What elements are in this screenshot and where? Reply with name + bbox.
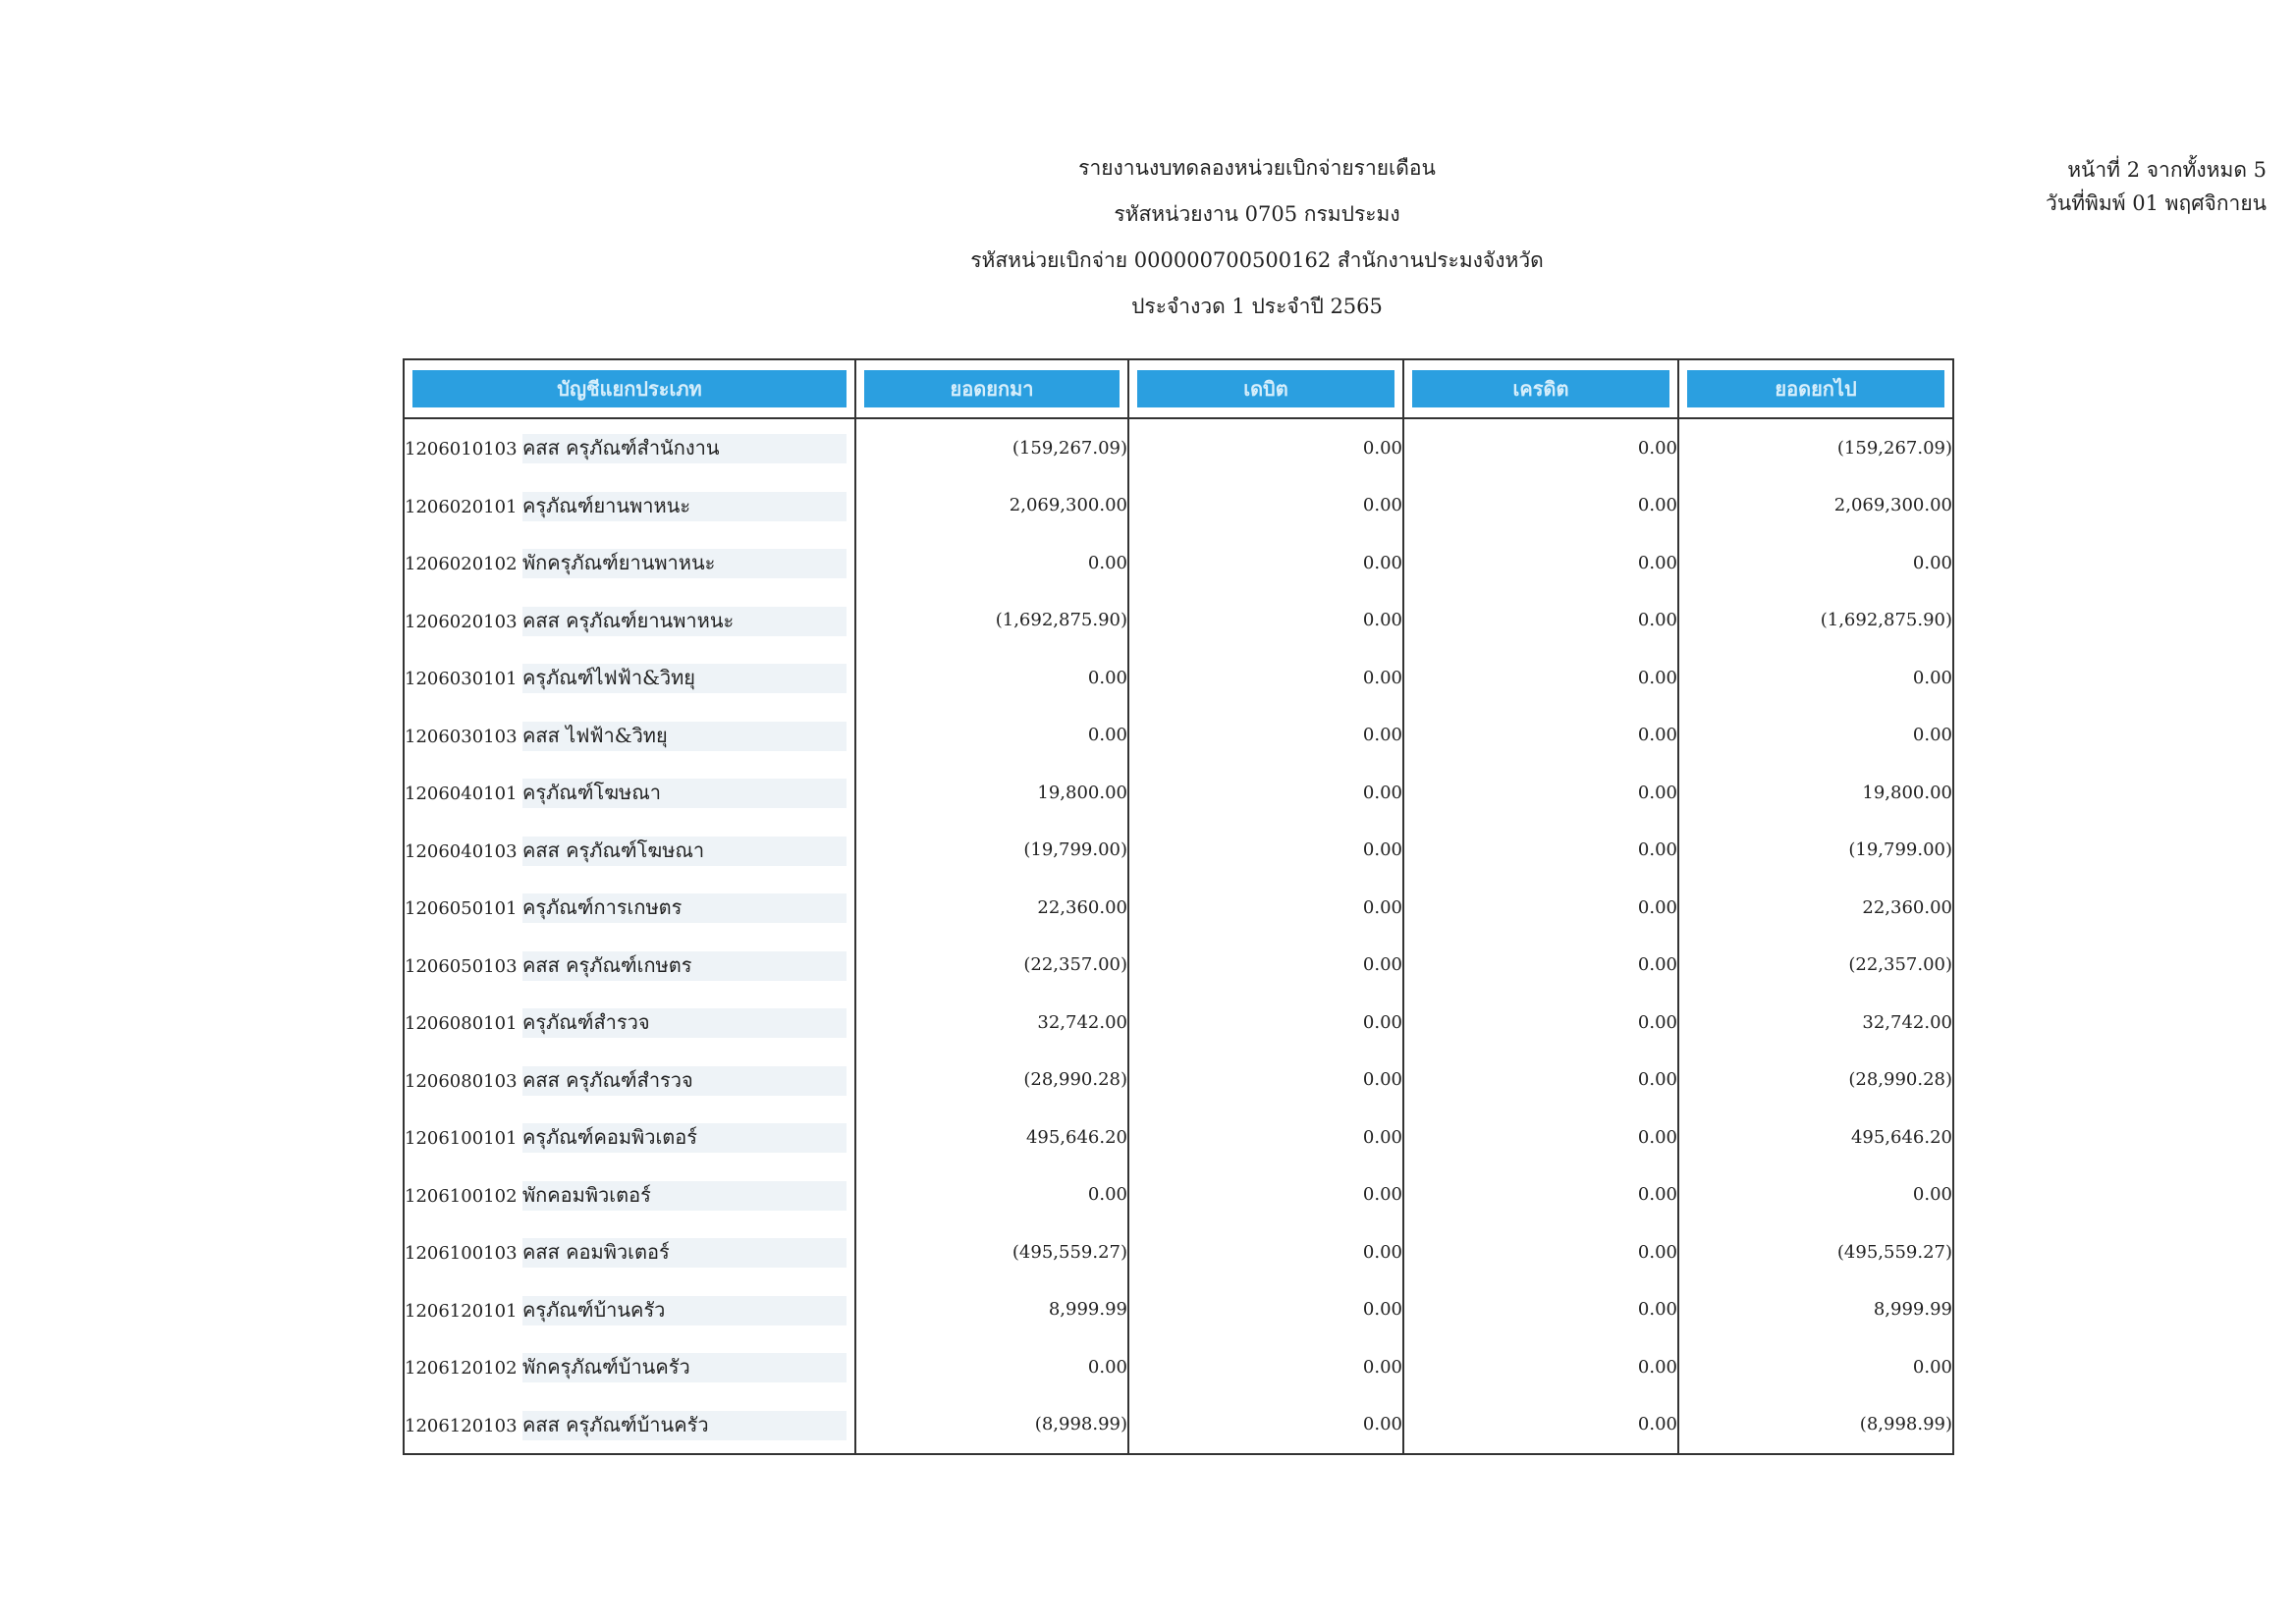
debit-value: 0.00 — [1128, 477, 1403, 535]
account-name: คสส ครุภัณฑ์บ้านครัว — [522, 1412, 709, 1436]
account-code: 1206040101 — [405, 784, 518, 805]
brought-forward-value: (19,799.00) — [855, 822, 1128, 880]
debit-value: 0.00 — [1128, 1166, 1403, 1224]
carried-forward-value: (19,799.00) — [1678, 822, 1953, 880]
account-name: พักครุภัณฑ์บ้านครัว — [522, 1355, 690, 1380]
brought-forward-value: (28,990.28) — [855, 1052, 1128, 1109]
account-name: คสส ไฟฟ้า&วิทยุ — [522, 723, 668, 747]
carried-forward-value: 0.00 — [1678, 649, 1953, 707]
credit-value: 0.00 — [1403, 1338, 1678, 1396]
table-header-row — [404, 359, 1953, 418]
debit-value: 0.00 — [1128, 1396, 1403, 1455]
carried-forward-value: 22,360.00 — [1678, 879, 1953, 937]
account-cell — [404, 1338, 855, 1396]
table-row — [404, 879, 1953, 937]
account-name: ครุภัณฑ์บ้านครัว — [522, 1297, 666, 1322]
account-code: 1206080103 — [405, 1070, 518, 1092]
account-code: 1206030103 — [405, 726, 518, 747]
account-code: 1206030101 — [405, 669, 518, 690]
credit-value: 0.00 — [1403, 1396, 1678, 1455]
table-row — [404, 534, 1953, 592]
carried-forward-value: 0.00 — [1678, 1338, 1953, 1396]
debit-value: 0.00 — [1128, 1052, 1403, 1109]
debit-value: 0.00 — [1128, 937, 1403, 995]
debit-value: 0.00 — [1128, 707, 1403, 765]
brought-forward-value: 2,069,300.00 — [855, 477, 1128, 535]
page-info — [2011, 153, 2267, 220]
debit-value: 0.00 — [1128, 1109, 1403, 1166]
table-row — [404, 707, 1953, 765]
account-name: คสส คอมพิวเตอร์ — [522, 1240, 670, 1265]
account-code: 1206040103 — [405, 840, 518, 862]
header-credit — [1403, 359, 1678, 418]
account-cell — [404, 764, 855, 822]
carried-forward-value: (28,990.28) — [1678, 1052, 1953, 1109]
debit-value: 0.00 — [1128, 1223, 1403, 1281]
debit-value: 0.00 — [1128, 418, 1403, 477]
account-code: 1206020103 — [405, 611, 518, 632]
debit-value: 0.00 — [1128, 592, 1403, 650]
credit-value: 0.00 — [1403, 534, 1678, 592]
report-header — [884, 145, 1630, 330]
credit-value: 0.00 — [1403, 707, 1678, 765]
account-name: ครุภัณฑ์คอมพิวเตอร์ — [522, 1125, 698, 1150]
credit-value: 0.00 — [1403, 1166, 1678, 1224]
header-brought-forward — [855, 359, 1128, 418]
header-brought-forward-label: ยอดยกมา — [864, 370, 1120, 407]
header-carried-forward — [1678, 359, 1953, 418]
carried-forward-value: 32,742.00 — [1678, 994, 1953, 1052]
account-cell — [404, 1052, 855, 1109]
account-code: 1206010103 — [405, 439, 518, 460]
header-debit — [1128, 359, 1403, 418]
account-code: 1206120103 — [405, 1415, 518, 1436]
credit-value: 0.00 — [1403, 1281, 1678, 1339]
account-name: ครุภัณฑ์ยานพาหนะ — [522, 493, 691, 517]
table-row — [404, 477, 1953, 535]
table-row — [404, 1396, 1953, 1455]
account-cell — [404, 1281, 855, 1339]
account-name: พักคอมพิวเตอร์ — [522, 1182, 651, 1207]
credit-value: 0.00 — [1403, 937, 1678, 995]
account-code: 1206050103 — [405, 955, 518, 977]
brought-forward-value: 0.00 — [855, 1338, 1128, 1396]
account-name: คสส ครุภัณฑ์สำนักงาน — [522, 436, 720, 460]
account-cell — [404, 1109, 855, 1166]
brought-forward-value: 0.00 — [855, 534, 1128, 592]
brought-forward-value: 32,742.00 — [855, 994, 1128, 1052]
carried-forward-value: 495,646.20 — [1678, 1109, 1953, 1166]
debit-value: 0.00 — [1128, 534, 1403, 592]
table-row — [404, 1281, 1953, 1339]
header-carried-forward-label: ยอดยกไป — [1687, 370, 1944, 407]
account-code: 1206120102 — [405, 1358, 518, 1380]
brought-forward-value: (22,357.00) — [855, 937, 1128, 995]
debit-value: 0.00 — [1128, 879, 1403, 937]
credit-value: 0.00 — [1403, 994, 1678, 1052]
account-cell — [404, 937, 855, 995]
carried-forward-value: 0.00 — [1678, 1166, 1953, 1224]
account-name: คสส ครุภัณฑ์เกษตร — [522, 952, 692, 977]
account-cell — [404, 534, 855, 592]
credit-value: 0.00 — [1403, 592, 1678, 650]
account-code: 1206100101 — [405, 1128, 518, 1150]
account-name: ครุภัณฑ์การเกษตร — [522, 895, 683, 920]
brought-forward-value: 0.00 — [855, 649, 1128, 707]
period-line: ประจำงวด 1 ประจำปี 2565 — [1131, 295, 1383, 318]
account-cell — [404, 879, 855, 937]
account-code: 1206100102 — [405, 1185, 518, 1207]
page-number: หน้าที่ 2 จากทั้งหมด 5 — [2067, 158, 2267, 182]
brought-forward-value: 495,646.20 — [855, 1109, 1128, 1166]
table-row — [404, 418, 1953, 477]
credit-value: 0.00 — [1403, 418, 1678, 477]
carried-forward-value: (495,559.27) — [1678, 1223, 1953, 1281]
header-account — [404, 359, 855, 418]
account-code: 1206020102 — [405, 554, 518, 575]
carried-forward-value: (1,692,875.90) — [1678, 592, 1953, 650]
agency-code-line: รหัสหน่วยงาน 0705 กรมประมง — [1114, 202, 1400, 226]
credit-value: 0.00 — [1403, 1223, 1678, 1281]
brought-forward-value: 19,800.00 — [855, 764, 1128, 822]
debit-value: 0.00 — [1128, 764, 1403, 822]
account-name: ครุภัณฑ์สำรวจ — [522, 1010, 650, 1035]
table-row — [404, 592, 1953, 650]
header-debit-label: เดบิต — [1137, 370, 1394, 407]
account-code: 1206020101 — [405, 496, 518, 517]
account-cell — [404, 994, 855, 1052]
account-cell — [404, 477, 855, 535]
account-name: ครุภัณฑ์โฆษณา — [522, 781, 662, 805]
debit-value: 0.00 — [1128, 822, 1403, 880]
credit-value: 0.00 — [1403, 477, 1678, 535]
account-cell — [404, 822, 855, 880]
table-row — [404, 994, 1953, 1052]
credit-value: 0.00 — [1403, 649, 1678, 707]
table-row — [404, 1223, 1953, 1281]
account-cell — [404, 418, 855, 477]
header-account-label: บัญชีแยกประเภท — [412, 370, 847, 407]
account-code: 1206100103 — [405, 1243, 518, 1265]
brought-forward-value: 22,360.00 — [855, 879, 1128, 937]
brought-forward-value: 0.00 — [855, 707, 1128, 765]
brought-forward-value: (495,559.27) — [855, 1223, 1128, 1281]
header-credit-label: เครดิต — [1412, 370, 1669, 407]
account-name: ครุภัณฑ์ไฟฟ้า&วิทยุ — [522, 666, 696, 690]
print-date: วันที่พิมพ์ 01 พฤศจิกายน — [2046, 191, 2267, 215]
table-row — [404, 1052, 1953, 1109]
brought-forward-value: (1,692,875.90) — [855, 592, 1128, 650]
carried-forward-value: 0.00 — [1678, 534, 1953, 592]
brought-forward-value: 0.00 — [855, 1166, 1128, 1224]
credit-value: 0.00 — [1403, 822, 1678, 880]
disbursing-unit-line: รหัสหน่วยเบิกจ่าย 000000700500162 สำนักงานประมงจังหวัด — [970, 248, 1544, 272]
account-cell — [404, 592, 855, 650]
table-row — [404, 1109, 1953, 1166]
table-row — [404, 764, 1953, 822]
account-cell — [404, 1166, 855, 1224]
credit-value: 0.00 — [1403, 1052, 1678, 1109]
carried-forward-value: 19,800.00 — [1678, 764, 1953, 822]
carried-forward-value: (22,357.00) — [1678, 937, 1953, 995]
account-cell — [404, 649, 855, 707]
table-row — [404, 822, 1953, 880]
brought-forward-value: (8,998.99) — [855, 1396, 1128, 1455]
credit-value: 0.00 — [1403, 879, 1678, 937]
account-code: 1206050101 — [405, 898, 518, 920]
account-cell — [404, 707, 855, 765]
table-row — [404, 937, 1953, 995]
carried-forward-value: 2,069,300.00 — [1678, 477, 1953, 535]
brought-forward-value: (159,267.09) — [855, 418, 1128, 477]
carried-forward-value: 0.00 — [1678, 707, 1953, 765]
brought-forward-value: 8,999.99 — [855, 1281, 1128, 1339]
credit-value: 0.00 — [1403, 764, 1678, 822]
account-name: พักครุภัณฑ์ยานพาหนะ — [522, 551, 716, 575]
account-name: คสส ครุภัณฑ์ยานพาหนะ — [522, 608, 735, 632]
account-name: คสส ครุภัณฑ์สำรวจ — [522, 1067, 693, 1092]
debit-value: 0.00 — [1128, 649, 1403, 707]
carried-forward-value: (8,998.99) — [1678, 1396, 1953, 1455]
carried-forward-value: 8,999.99 — [1678, 1281, 1953, 1339]
report-title: รายงานงบทดลองหน่วยเบิกจ่ายรายเดือน — [1078, 156, 1436, 180]
debit-value: 0.00 — [1128, 994, 1403, 1052]
account-code: 1206080101 — [405, 1013, 518, 1035]
debit-value: 0.00 — [1128, 1338, 1403, 1396]
account-cell — [404, 1223, 855, 1281]
account-name: คสส ครุภัณฑ์โฆษณา — [522, 838, 705, 862]
carried-forward-value: (159,267.09) — [1678, 418, 1953, 477]
account-code: 1206120101 — [405, 1300, 518, 1322]
debit-value: 0.00 — [1128, 1281, 1403, 1339]
table-row — [404, 1338, 1953, 1396]
account-cell — [404, 1396, 855, 1455]
table-row — [404, 649, 1953, 707]
credit-value: 0.00 — [1403, 1109, 1678, 1166]
trial-balance-table — [403, 358, 1954, 1455]
table-row — [404, 1166, 1953, 1224]
